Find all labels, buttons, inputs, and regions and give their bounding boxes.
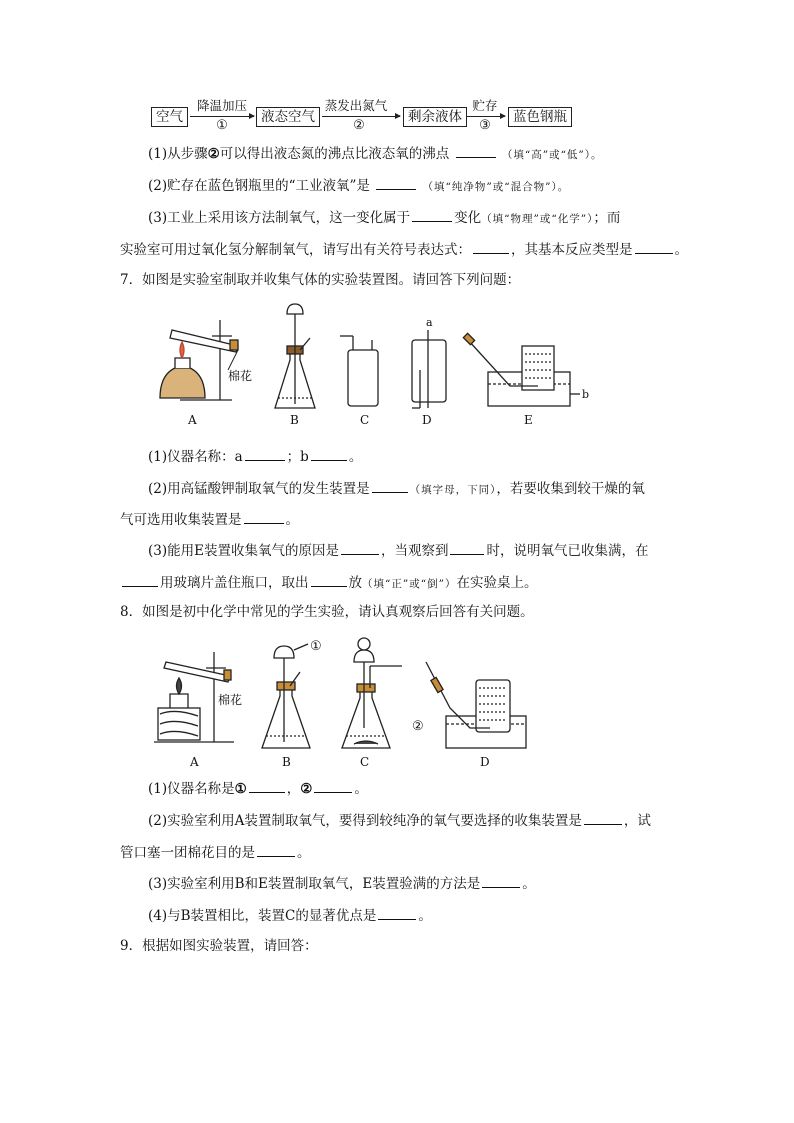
fig-label-d: D [422,413,432,427]
flow-step-label: 贮存 [472,98,498,113]
apparatus-d [426,662,526,748]
q8-part4: (4)与B装置相比，装置C的显著优点是 。 [148,905,432,926]
apparatus-e [463,333,580,406]
answer-blank[interactable] [341,540,379,555]
fig-label-a: A [190,755,199,769]
answer-blank[interactable] [378,905,416,920]
q7-part2: (2)用高锰酸钾制取氧气的发生装置是 （填字母，下同），若要收集到较干燥的氧 [148,478,645,500]
flow-box-blue-cylinder: 蓝色钢瓶 [508,107,572,127]
answer-blank[interactable] [311,446,347,461]
q8-part3: (3)实验室利用B和E装置制取氧气，E装置验满的方法是 。 [148,873,536,894]
answer-blank[interactable] [311,572,347,587]
answer-blank[interactable] [376,175,416,190]
answer-blank[interactable] [314,778,352,793]
apparatus-b [262,644,310,748]
apparatus-c [342,638,402,748]
q7-part3: (3)能用E装置收集氧气的原因是 ，当观察到 时，说明氧气已收集满，在 [148,540,648,561]
answer-blank[interactable] [257,842,295,857]
q8-part1: (1)仪器名称是① ，② 。 [148,778,368,799]
fig-label-d: D [480,755,490,769]
answer-blank[interactable] [412,207,452,222]
flow-step-num: ① [216,118,228,133]
answer-blank[interactable] [482,873,520,888]
q7-part2-cont: 气可选用收集装置是 。 [120,509,299,530]
q6-part1: (1)从步骤②可以得出液态氮的沸点比液态氧的沸点 （填“高”或“低”）。 [148,143,603,165]
flow-arrow [467,116,505,117]
fig-label-a: A [188,413,197,427]
mark-1: ① [310,639,322,654]
cotton-label: 棉花 [228,369,253,383]
flow-step-num: ③ [479,118,491,133]
fig-label-e: E [524,413,533,427]
q8-title: 8．如图是初中化学中常见的学生实验，请认真观察后回答有关问题。 [120,604,534,620]
flow-step-label: 降温加压 [196,98,247,113]
answer-blank[interactable] [245,446,285,461]
q8-apparatus-figure [150,632,530,772]
fig-label-c: C [360,755,370,769]
mark-2: ② [412,719,424,734]
q8-part2: (2)实验室利用A装置制取氧气，要得到较纯净的氧气要选择的收集装置是 ，试 [148,810,651,831]
q7-part1: (1)仪器名称：a ；b 。 [148,446,362,467]
label-a: a [426,316,433,329]
q9-title: 9．根据如图实验装置，请回答： [120,938,318,954]
fig-label-c: C [360,413,370,427]
answer-blank[interactable] [635,239,673,254]
flow-box-air: 空气 [151,107,188,127]
flow-box-remaining-liquid: 剩余液体 [403,107,467,127]
answer-blank[interactable] [456,143,496,158]
flow-step-num: ② [353,118,365,133]
apparatus-d [412,330,446,408]
flow-box-liquid-air: 液态空气 [256,107,320,127]
apparatus-b [275,304,315,408]
flow-arrow [322,116,400,117]
answer-blank[interactable] [244,509,284,524]
q7-title: 7．如图是实验室制取并收集气体的实验装置图。请回答下列问题： [120,272,521,288]
cotton-label: 棉花 [218,693,243,707]
answer-blank[interactable] [122,572,158,587]
answer-blank[interactable] [473,239,509,254]
answer-blank[interactable] [249,778,285,793]
answer-blank[interactable] [584,810,622,825]
q6-part3-cont: 实验室可用过氧化氢分解制氧气，请写出有关符号表达式： ，其基本反应类型是 。 [120,239,688,260]
fig-label-b: B [290,413,299,427]
answer-blank[interactable] [372,478,408,493]
apparatus-a [160,320,238,400]
answer-blank[interactable] [450,540,484,555]
q6-part2: (2)贮存在蓝色钢瓶里的“工业液氧”是 （填“纯净物”或“混合物”）。 [148,175,569,197]
q7-part3-cont: 用玻璃片盖住瓶口，取出 放（填“正”或“倒”）在实验桌上。 [120,572,537,594]
apparatus-c [340,336,378,406]
label-b: b [582,388,590,401]
q8-part2-cont: 管口塞一团棉花目的是 。 [120,842,311,863]
flow-step-label: 蒸发出氮气 [324,98,388,113]
q6-part3: (3)工业上采用该方法制氧气，这一变化属于 变化（填“物理”或“化学”）；而 [148,207,620,229]
fig-label-b: B [282,755,291,769]
q7-apparatus-figure [150,300,600,430]
flow-arrow [190,116,254,117]
